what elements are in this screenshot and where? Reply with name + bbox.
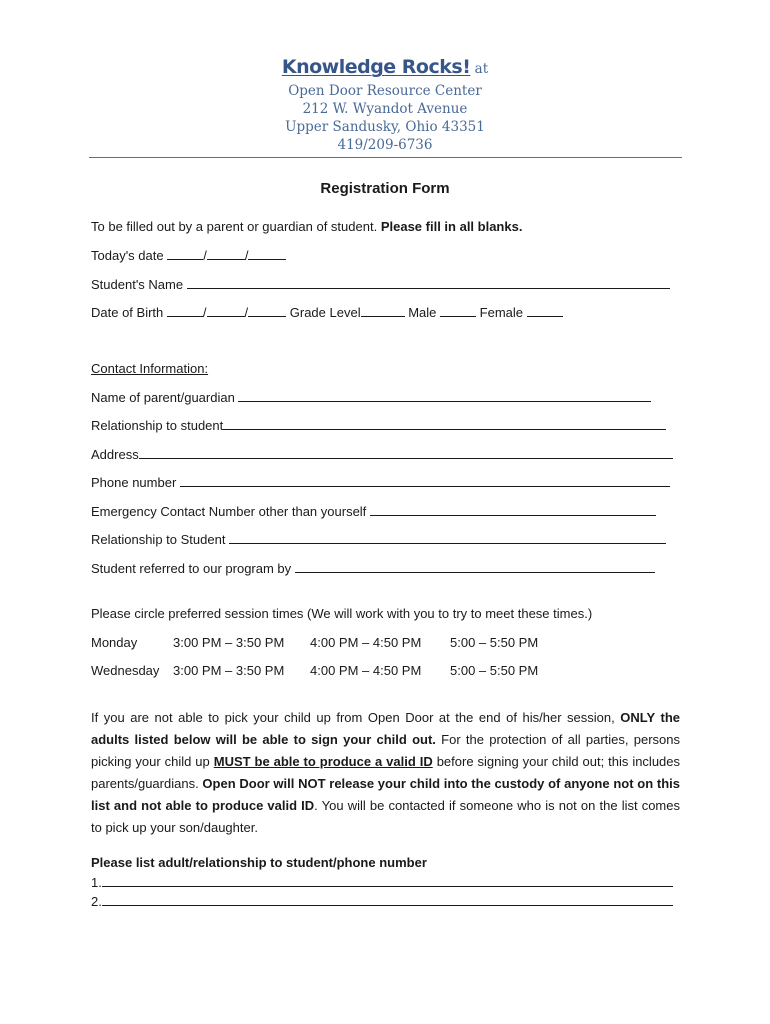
student-name-label: Student's Name [91, 277, 184, 292]
session-option[interactable]: 3:00 PM – 3:50 PM [173, 663, 285, 678]
emergency-relationship-label: Relationship to Student [91, 532, 226, 547]
session-option[interactable]: 4:00 PM – 4:50 PM [310, 635, 422, 650]
authorized-heading-text: Please list adult/relationship to student/phone number [91, 855, 427, 870]
parent-name-label: Name of parent/guardian [91, 390, 235, 405]
referred-by-field[interactable] [295, 560, 655, 573]
session-option[interactable]: 3:00 PM – 3:50 PM [173, 635, 285, 650]
contact-heading: Contact Information: [91, 361, 209, 376]
org-street: 212 W. Wyandot Avenue [302, 101, 468, 117]
grade-level-label: Grade Level [289, 305, 361, 320]
brand-logo-text: Knowledge Rocks! [281, 56, 471, 78]
dob-year-field[interactable] [248, 304, 286, 317]
contact-row [91, 417, 666, 433]
session-day-monday: Monday [91, 635, 138, 650]
contact-row [91, 560, 655, 576]
authorized-adult-field-2[interactable] [102, 893, 673, 906]
male-label: Male [408, 305, 437, 320]
intro-text: To be filled out by a parent or guardian of student. [91, 219, 378, 234]
authorized-adult-field-1[interactable] [102, 874, 673, 887]
referred-by-label: Student referred to our program by [91, 561, 292, 576]
pickup-bold-1: ONLY the adults listed below will be able to sign your child out. [91, 710, 680, 747]
dob-month-field[interactable] [167, 304, 203, 317]
female-field[interactable] [527, 304, 563, 317]
authorized-item-number: 1. [91, 875, 102, 890]
date-separator: / [244, 248, 249, 263]
pickup-text-3: before signing your child out; this includes parents/guardians. [91, 754, 681, 791]
relationship-field[interactable] [223, 417, 666, 430]
intro-line [91, 219, 522, 234]
todays-date-month-field[interactable] [167, 247, 203, 260]
session-option[interactable]: 5:00 – 5:50 PM [450, 635, 539, 650]
session-day-wednesday: Wednesday [91, 663, 160, 678]
pickup-policy-paragraph [91, 707, 680, 839]
pickup-text-4: . You will be contacted if someone who is not on the list comes to pick up your son/daughter. [91, 798, 680, 835]
form-title: Registration Form [320, 180, 450, 197]
dob-day-field[interactable] [207, 304, 245, 317]
parent-name-field[interactable] [238, 389, 651, 402]
female-label: Female [479, 305, 524, 320]
phone-label: Phone number [91, 475, 177, 490]
todays-date-year-field[interactable] [248, 247, 286, 260]
brand-suffix: at [474, 61, 489, 77]
session-option[interactable]: 4:00 PM – 4:50 PM [310, 663, 422, 678]
emergency-contact-field[interactable] [370, 503, 656, 516]
org-city-state-zip: Upper Sandusky, Ohio 43351 [285, 119, 485, 135]
session-option[interactable]: 5:00 – 5:50 PM [450, 663, 539, 678]
student-name-row [91, 276, 670, 292]
todays-date-row [91, 247, 286, 263]
org-phone: 419/209-6736 [337, 137, 433, 153]
pickup-text-1: If you are not able to pick your child up from Open Door at the end of his/her session, [91, 710, 615, 725]
dob-row [91, 304, 563, 320]
phone-field[interactable] [180, 474, 670, 487]
address-field[interactable] [139, 446, 673, 459]
grade-level-field[interactable] [361, 304, 405, 317]
todays-date-label: Today's date [91, 248, 164, 263]
pickup-bold-3: Open Door will NOT release your child into the custody of anyone not on this list and not able to produce valid ID [91, 776, 680, 813]
authorized-heading [91, 855, 427, 870]
date-separator: / [244, 305, 249, 320]
relationship-label: Relationship to student [91, 418, 224, 433]
male-field[interactable] [440, 304, 476, 317]
intro-bold: Please fill in all blanks. [380, 219, 523, 234]
session-instructions: Please circle preferred session times (We will work with you to try to meet these times.) [91, 606, 593, 621]
authorized-row [91, 893, 673, 909]
contact-row [91, 503, 656, 519]
contact-row [91, 446, 673, 462]
contact-row [91, 474, 670, 490]
dob-label: Date of Birth [91, 305, 164, 320]
header-divider [89, 157, 682, 158]
pickup-valid-id: MUST be able to produce a valid ID [213, 754, 433, 769]
emergency-contact-label: Emergency Contact Number other than yourself [91, 504, 367, 519]
authorized-row [91, 874, 673, 890]
org-name: Open Door Resource Center [288, 83, 482, 99]
student-name-field[interactable] [187, 276, 670, 289]
emergency-relationship-field[interactable] [229, 531, 666, 544]
date-separator: / [202, 305, 207, 320]
contact-row [91, 389, 651, 405]
date-separator: / [203, 248, 207, 263]
brand-line [0, 54, 770, 82]
authorized-item-number: 2. [91, 894, 102, 909]
todays-date-day-field[interactable] [207, 247, 245, 260]
letterhead [0, 54, 770, 154]
contact-row [91, 531, 666, 547]
pickup-text-2: For the protection of all parties, persons picking your child up [91, 732, 680, 769]
address-label: Address [91, 447, 139, 462]
